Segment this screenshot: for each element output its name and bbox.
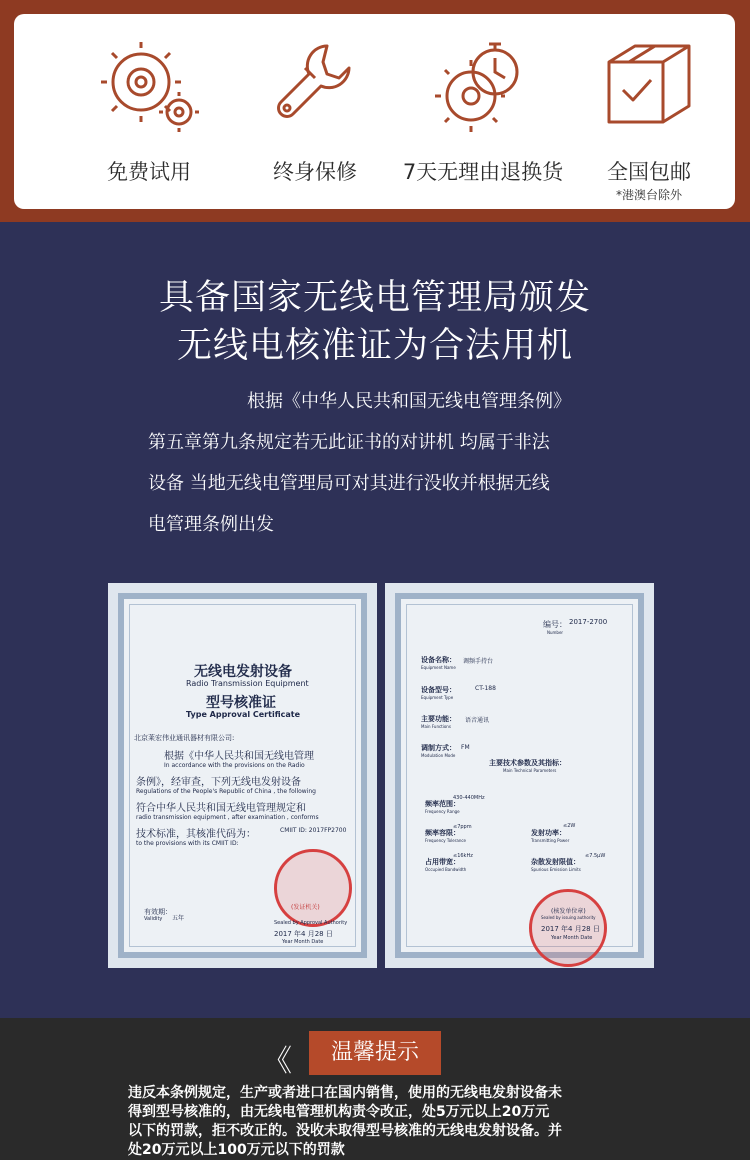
cert-params-title-en: Main Technical Parameters bbox=[503, 768, 557, 773]
cert-text-line: 技术标准，其核准代码为： bbox=[136, 829, 256, 840]
cert-text-line: 条例》，经审查，下列无线电发射设备 bbox=[136, 777, 301, 788]
cert-subtitle-cn: 型号核准证 bbox=[206, 695, 276, 711]
cert-text-line: radio transmission equipment , after examination , conforms bbox=[136, 814, 319, 821]
cert-params-title: 主要技术参数及其指标： bbox=[489, 759, 566, 767]
cert-row-label: 设备型号： bbox=[421, 686, 456, 694]
cert-row-value: CT-188 bbox=[475, 685, 496, 692]
cert-title-en: Radio Transmission Equipment bbox=[186, 679, 309, 688]
package-box-icon bbox=[599, 34, 699, 134]
cert-param-en: Transmitting Power bbox=[531, 838, 570, 843]
cert-number-en: Number bbox=[547, 630, 564, 635]
service-label: 7天无理由退换货 bbox=[402, 160, 564, 184]
cert-param-en: Occupied Bandwidth bbox=[425, 867, 467, 872]
service-note: *港澳台除外 bbox=[615, 188, 682, 202]
cert-date-en: Year Month Date bbox=[551, 935, 593, 941]
tip-text-line: 以下的罚款，拒不改正的。没收未取得型号核准的无线电发射设备。并 bbox=[128, 1123, 562, 1139]
cert-number-label: 编号： bbox=[543, 620, 567, 629]
cert-row-value: FM bbox=[461, 744, 470, 751]
headline-line-1: 具备国家无线电管理局颁发 bbox=[158, 278, 591, 318]
cert-cmiit-id: CMIIT ID: 2017FP2700 bbox=[280, 827, 347, 834]
double-chevron-left-icon: 《 bbox=[262, 1044, 292, 1079]
cert-company: 北京莱宏伟业通讯器材有限公司: bbox=[134, 734, 235, 742]
body-line-1: 根据《中华人民共和国无线电管理条例》 bbox=[247, 391, 571, 412]
cert-number-value: 2017-2700 bbox=[569, 618, 608, 626]
cert-param-en: Spurious Emission Limits bbox=[531, 867, 581, 872]
gears-icon bbox=[99, 34, 199, 134]
cert-date-en: Year Month Date bbox=[282, 939, 324, 945]
cert-text-line: to the provisions with its CMIIT ID: bbox=[136, 840, 239, 847]
body-line-3: 设备 当地无线电管理局可对其进行没收并根据无线 bbox=[148, 473, 550, 494]
body-line-2: 第五章第九条规定若无此证书的对讲机 均属于非法 bbox=[148, 432, 550, 453]
service-strip-frame bbox=[0, 0, 750, 222]
tip-section bbox=[0, 1018, 750, 1160]
cert-param-value: 430-440MHz bbox=[453, 795, 485, 801]
certificate-border bbox=[118, 593, 367, 958]
cert-row-value: 调频手持台 bbox=[463, 658, 494, 665]
cert-date: 2017 年4 月28 日 bbox=[274, 930, 333, 938]
cert-text-line: 符合中华人民共和国无线电管理规定和 bbox=[136, 803, 306, 814]
cert-param-en: Frequency Tolerance bbox=[425, 838, 467, 843]
cert-param-value: ≤7.5μW bbox=[585, 853, 606, 859]
cert-subtitle-en: Type Approval Certificate bbox=[186, 710, 301, 719]
tip-text-line: 处20万元以上100万元以下的罚款 bbox=[128, 1142, 345, 1158]
tip-text-line: 违反本条例规定，生产或者进口在国内销售，使用的无线电发射设备未 bbox=[128, 1085, 562, 1101]
cert-row-en: Modulation Mode bbox=[421, 753, 456, 758]
seal-text: (发证机关) bbox=[291, 904, 320, 911]
cert-param-label: 杂散发射限值： bbox=[531, 858, 580, 866]
cert-row-label: 调制方式： bbox=[421, 744, 456, 752]
cert-row-label: 设备名称： bbox=[421, 656, 456, 664]
cert-text-line: In accordance with the provisions on the Radio bbox=[164, 762, 305, 769]
official-seal-icon bbox=[274, 849, 352, 927]
cert-validity-value: 五年 bbox=[172, 915, 185, 922]
service-label: 全国包邮 bbox=[607, 160, 691, 184]
type-approval-certificate-back bbox=[385, 583, 654, 968]
cert-sealed-by: Sealed by Approval Authority bbox=[274, 920, 348, 926]
headline-line-2: 无线电核准证为合法用机 bbox=[176, 326, 573, 366]
cert-row-en: Main Functions bbox=[421, 724, 451, 729]
tip-badge: 温馨提示 bbox=[309, 1031, 441, 1075]
cert-param-label: 频率容限： bbox=[425, 829, 460, 837]
cert-param-value: ≤16kHz bbox=[453, 853, 473, 859]
cert-param-label: 发射功率： bbox=[531, 829, 566, 837]
type-approval-certificate bbox=[108, 583, 377, 968]
wrench-icon bbox=[265, 34, 365, 134]
service-free-shipping bbox=[564, 14, 734, 209]
service-strip-card bbox=[14, 14, 735, 209]
cert-row-en: Equipment Name bbox=[421, 665, 456, 670]
service-label: 终身保修 bbox=[273, 160, 357, 184]
stopwatch-gear-icon bbox=[433, 34, 533, 134]
cert-date: 2017 年4 月28 日 bbox=[541, 925, 600, 933]
cert-text-line: 根据《中华人民共和国无线电管理 bbox=[164, 751, 314, 762]
service-lifetime-warranty bbox=[230, 14, 400, 209]
certificate-border bbox=[395, 593, 644, 958]
cert-validity-label: 有效期： bbox=[144, 908, 172, 916]
cert-row-value: 语音通讯 bbox=[465, 717, 490, 724]
cert-param-label: 频率范围： bbox=[425, 800, 460, 808]
body-line-4: 电管理条例出发 bbox=[148, 514, 274, 535]
cert-sealed-by-en: Sealed by issuing authority bbox=[541, 915, 596, 920]
tip-text-line: 得到型号核准的，由无线电管理机构责令改正，处5万元以上20万元 bbox=[128, 1104, 550, 1120]
cert-param-value: ≤2W bbox=[563, 823, 576, 829]
cert-param-en: Frequency Range bbox=[425, 809, 460, 814]
cert-row-en: Equipment Type bbox=[421, 695, 454, 700]
cert-param-value: ≤7ppm bbox=[453, 824, 472, 830]
cert-sealed-by: (核发单位章) bbox=[551, 908, 586, 915]
service-7day-return bbox=[398, 14, 568, 209]
cert-param-label: 占用带宽： bbox=[425, 858, 460, 866]
cert-row-label: 主要功能： bbox=[421, 715, 456, 723]
cert-text-line: Regulations of the People's Republic of China , the following bbox=[136, 788, 316, 795]
service-free-trial bbox=[64, 14, 234, 209]
cert-title-cn: 无线电发射设备 bbox=[194, 664, 292, 680]
cert-validity-en: Validity bbox=[144, 916, 163, 922]
service-label: 免费试用 bbox=[107, 160, 191, 184]
